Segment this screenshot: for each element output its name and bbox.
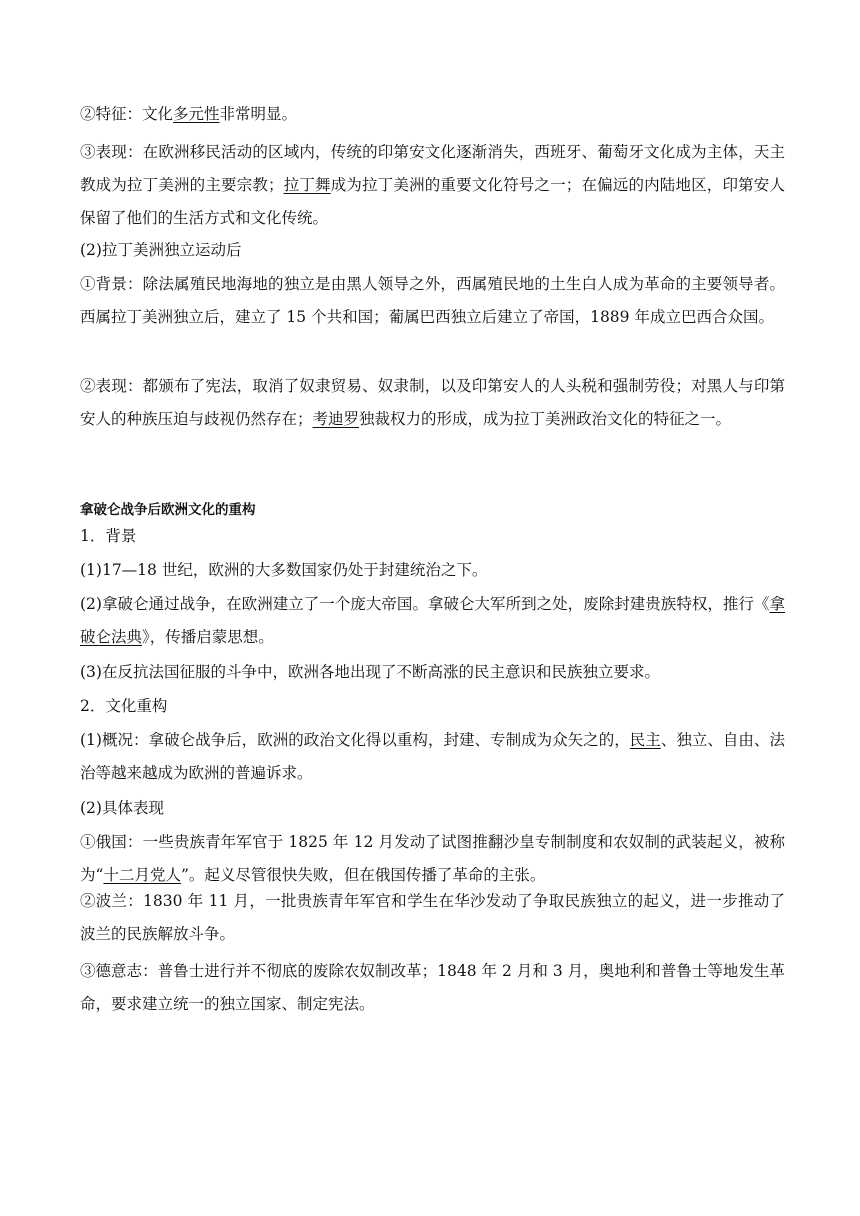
keyword-caudillo: 考迪罗 [312, 410, 360, 428]
russia-text-end: ”。起义尽管很快失败，但在俄国传播了革命的主张。 [180, 866, 546, 884]
section-heading: 拿破仑战争后欧洲文化的重构 [80, 502, 256, 518]
background-item-2-text: (2)拿破仑通过战争，在欧洲建立了一个庞大帝国。拿破仑大军所到之处，废除封建贵族特权，推行《 [80, 595, 770, 613]
keyword-decembrists: 十二月党人 [103, 866, 181, 884]
background-item-2-text-end: 》，传播启蒙思想。 [142, 628, 274, 646]
keyword-democracy: 民主 [629, 731, 661, 749]
background-item-2 [80, 588, 785, 654]
subsection-title: (2)拉丁美洲独立运动后 [80, 241, 242, 259]
feature-text: ②特征：文化 [80, 105, 174, 123]
expression2-paragraph [80, 370, 785, 436]
overview-text-end: 、独立、自由、法治等越来越成为欧洲的普遍诉求。 [80, 731, 785, 782]
background-item-3: (3)在反抗法国征服的斗争中，欧洲各地出现了不断高涨的民主意识和民族独立要求。 [80, 663, 660, 681]
background-item-1: (1)17—18 世纪，欧洲的大多数国家仍处于封建统治之下。 [80, 561, 488, 579]
expression-paragraph [80, 136, 785, 235]
overview-text: (1)概况：拿破仑战争后，欧洲的政治文化得以重构，封建、专制成为众矢之的， [80, 731, 630, 749]
reconstruction-title: 2．文化重构 [80, 697, 168, 715]
keyword-diversity: 多元性 [173, 105, 220, 123]
germany-paragraph: ③德意志：普鲁士进行并不彻底的废除农奴制改革；1848 年 2 月和 3 月，奥地利和普鲁士等地发生革命，要求建立统一的独立国家、制定宪法。 [80, 962, 785, 1013]
expression2-text: ②表现：都颁布了宪法，取消了奴隶贸易、奴隶制，以及印第安人的人头税和强制劳役；对黑人与印第安人的种族压迫与歧视仍然存在； [80, 377, 785, 428]
background-paragraph: ①背景：除法属殖民地海地的独立是由黑人领导之外，西属殖民地的土生白人成为革命的主要领导者。西属拉丁美洲独立后，建立了 15 个共和国；葡属巴西独立后建立了帝国，1889 年成立巴西合众国。 [80, 275, 785, 326]
background-title: 1．背景 [80, 527, 137, 545]
specific-title: (2)具体表现 [80, 799, 164, 817]
russia-paragraph [80, 826, 785, 892]
poland-paragraph: ②波兰：1830 年 11 月，一批贵族青年军官和学生在华沙发动了争取民族独立的起义，进一步推动了波兰的民族解放斗争。 [80, 892, 785, 943]
expression-text: ③表现：在欧洲移民活动的区域内，传统的印第安文化逐渐消失，西班牙、葡萄牙文化成为主体，天主教成为拉丁美洲的主要宗教； [80, 143, 785, 194]
feature-paragraph [80, 98, 785, 131]
overview-paragraph [80, 724, 785, 790]
expression2-text-end: 独裁权力的形成，成为拉丁美洲政治文化的特征之一。 [359, 410, 732, 428]
keyword-napoleonic-code: 拿破仑法典 [80, 595, 785, 646]
feature-text-end: 非常明显。 [219, 105, 298, 123]
russia-text: ①俄国：一些贵族青年军官于 1825 年 12 月发动了试图推翻沙皇专制制度和农奴制的武装起义，被称为“ [80, 833, 785, 884]
keyword-latin-dance: 拉丁舞 [283, 176, 331, 194]
expression-text-end: 成为拉丁美洲的重要文化符号之一；在偏远的内陆地区，印第安人保留了他们的生活方式和文化传统。 [80, 176, 785, 227]
